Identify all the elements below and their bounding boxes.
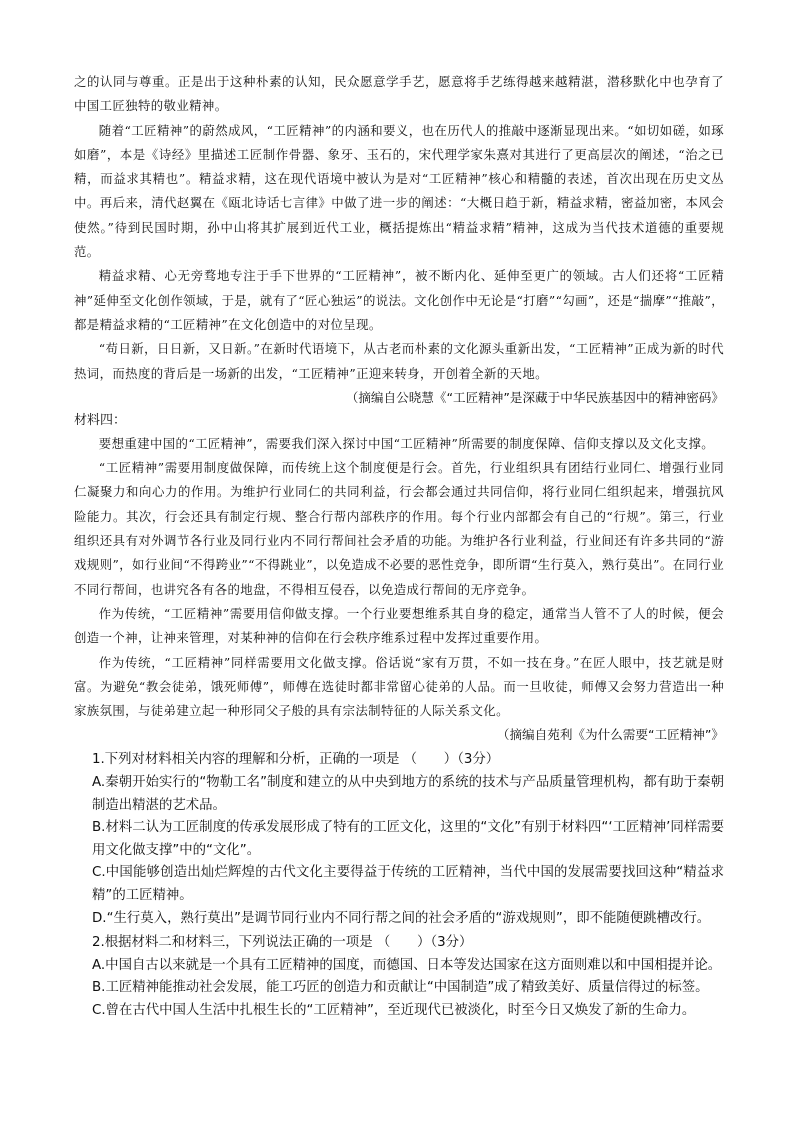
material3-paragraph-3: 精益求精、心无旁骛地专注于手下世界的“工匠精神”，被不断内化、延伸至更广的领域。古人们还将“工匠精神”延伸至文化创作领域，于是，就有了“匠心独运”的说法。文化创作中无论是“打磨”“勾画”，还是“揣摩”“推敲”，都是精益求精的“工匠精神”在文化创造中的对位呈现。: [74, 268, 724, 332]
material4-source: （摘编自苑利《为什么需要“工匠精神”》: [496, 727, 724, 743]
material3-paragraph-4: “苟日新，日日新，又日新。”在新时代语境下，从古老而朴素的文化源头重新出发，“工匠精神”正成为新的时代热词，而热度的背后是一场新的出发，“工匠精神”正迎来转身，开创着全新的天地。: [74, 341, 724, 381]
material4-paragraph-1: 要想重建中国的“工匠精神”，需要我们深入探讨中国“工匠精神”所需要的制度保障、信仰支撑以及文化支撑。: [98, 435, 715, 451]
material3-paragraph-2: 随着“工匠精神”的蔚然成风，“工匠精神”的内涵和要义，也在历代人的推敲中逐渐显现出来。“如切如磋，如琢如磨”，本是《诗经》里描述工匠制作骨器、象牙、玉石的，宋代理学家朱熹对其进行了更高层次的阐述，“治之已精，而益求其精也”。精益求精，这在现代语境中被认为是对“工匠精神”核心和精髓的表述，首次出现在历史文丛中。再后来，清代赵翼在《瓯北诗话七言律》中做了进一步的阐述：“大概日趋于新，精益求精，密益加密，本风会使然。”待到民国时期，孙中山将其扩展到近代工业，概括提炼出“精益求精”精神，这成为当代技术道德的重要规范。: [74, 122, 724, 260]
question-1-option-d: D.“生行莫入，熟行莫出”是调节同行业内不同行帮之间的社会矛盾的“游戏规则”，即不能随便跳槽改行。: [92, 910, 711, 926]
material4-label: 材料四：: [74, 412, 127, 428]
question-2-option-a: A.中国自古以来就是一个具有工匠精神的国度，而德国、日本等发达国家在这方面则难以和中国相提并论。: [92, 957, 722, 973]
question-2-stem: 2.根据材料二和材料三，下列说法正确的一项是 （ ）（3分）: [92, 935, 473, 951]
material3-paragraph-1: 之的认同与尊重。正是出于这种朴素的认知，民众愿意学手艺，愿意将手艺练得越来越精湛，潜移默化中也孕育了中国工匠独特的敬业精神。: [74, 74, 724, 114]
question-1-option-c: C.中国能够创造出灿烂辉煌的古代文化主要得益于传统的工匠精神，当代中国的发展需要找回这种“精益求精”的工匠精神。: [92, 865, 724, 903]
question-1-option-b: B.材料二认为工匠制度的传承发展形成了特有的工匠文化，这里的“文化”有别于材料四“‘工匠精神’同样需要用文化做支撑”中的“文化”。: [92, 820, 724, 858]
question-2-option-b: B.工匠精神能推动社会发展，能工巧匠的创造力和贡献让“中国制造”成了精致美好、质量信得过的标签。: [92, 980, 709, 996]
document-page: [74, 70, 724, 1023]
question-1-stem: 1.下列对材料相关内容的理解和分析，正确的一项是 （ ）（3分）: [92, 752, 500, 768]
question-2-option-c: C.曾在古代中国人生活中扎根生长的“工匠精神”，至近现代已被淡化，时至今日又焕发了新的生命力。: [92, 1002, 696, 1018]
material3-source: （摘编自公晓慧《“工匠精神”是深藏于中华民族基因中的精神密码》: [345, 389, 724, 405]
material4-paragraph-3: 作为传统，“工匠精神”需要用信仰做支撑。一个行业要想维系其自身的稳定，通常当人管不了人的时候，便会创造一个神，让神来管理，对某种神的信仰在行会秩序维系过程中发挥过重要作用。: [74, 605, 724, 646]
material4-paragraph-2: “工匠精神”需要用制度做保障，而传统上这个制度便是行会。首先，行业组织具有团结行业同仁、增强行业同仁凝聚力和向心力的作用。为维护行业同仁的共同利益，行会都会通过共同信仰，将行业同仁组织起来，增强抗风险能力。其次，行会还具有制定行规、整合行帮内部秩序的作用。每个行业内部都会有自己的“行规”。第三，行业组织还具有对外调节各行业及同行业内不同行帮间社会矛盾的功能。为维护各行业利益，行业间还有许多共同的“游戏规则”，如行业间“不得跨业”“不得跳业”，以免造成不必要的恶性竞争，即所谓“生行莫入，熟行莫出”。在同行业不同行帮间，也讲究各有各的地盘，不得相互侵吞，以免造成行帮间的无序竞争。: [74, 460, 724, 597]
material4-paragraph-4: 作为传统，“工匠精神”同样需要用文化做支撑。俗话说“家有万贯，不如一技在身。”在匠人眼中，技艺就是财富。为避免“教会徒弟，饿死师傅”，师傅在选徒时都非常留心徒弟的人品。而一旦收徒，师傅又会努力营造出一种家族氛围，与徒弟建立起一种形同父子般的具有宗法制特征的人际关系文化。: [74, 654, 724, 719]
question-1-option-a: A.秦朝开始实行的“物勒工名”制度和建立的从中央到地方的系统的技术与产品质量管理机构，都有助于秦朝制造出精湛的艺术品。: [92, 775, 724, 813]
